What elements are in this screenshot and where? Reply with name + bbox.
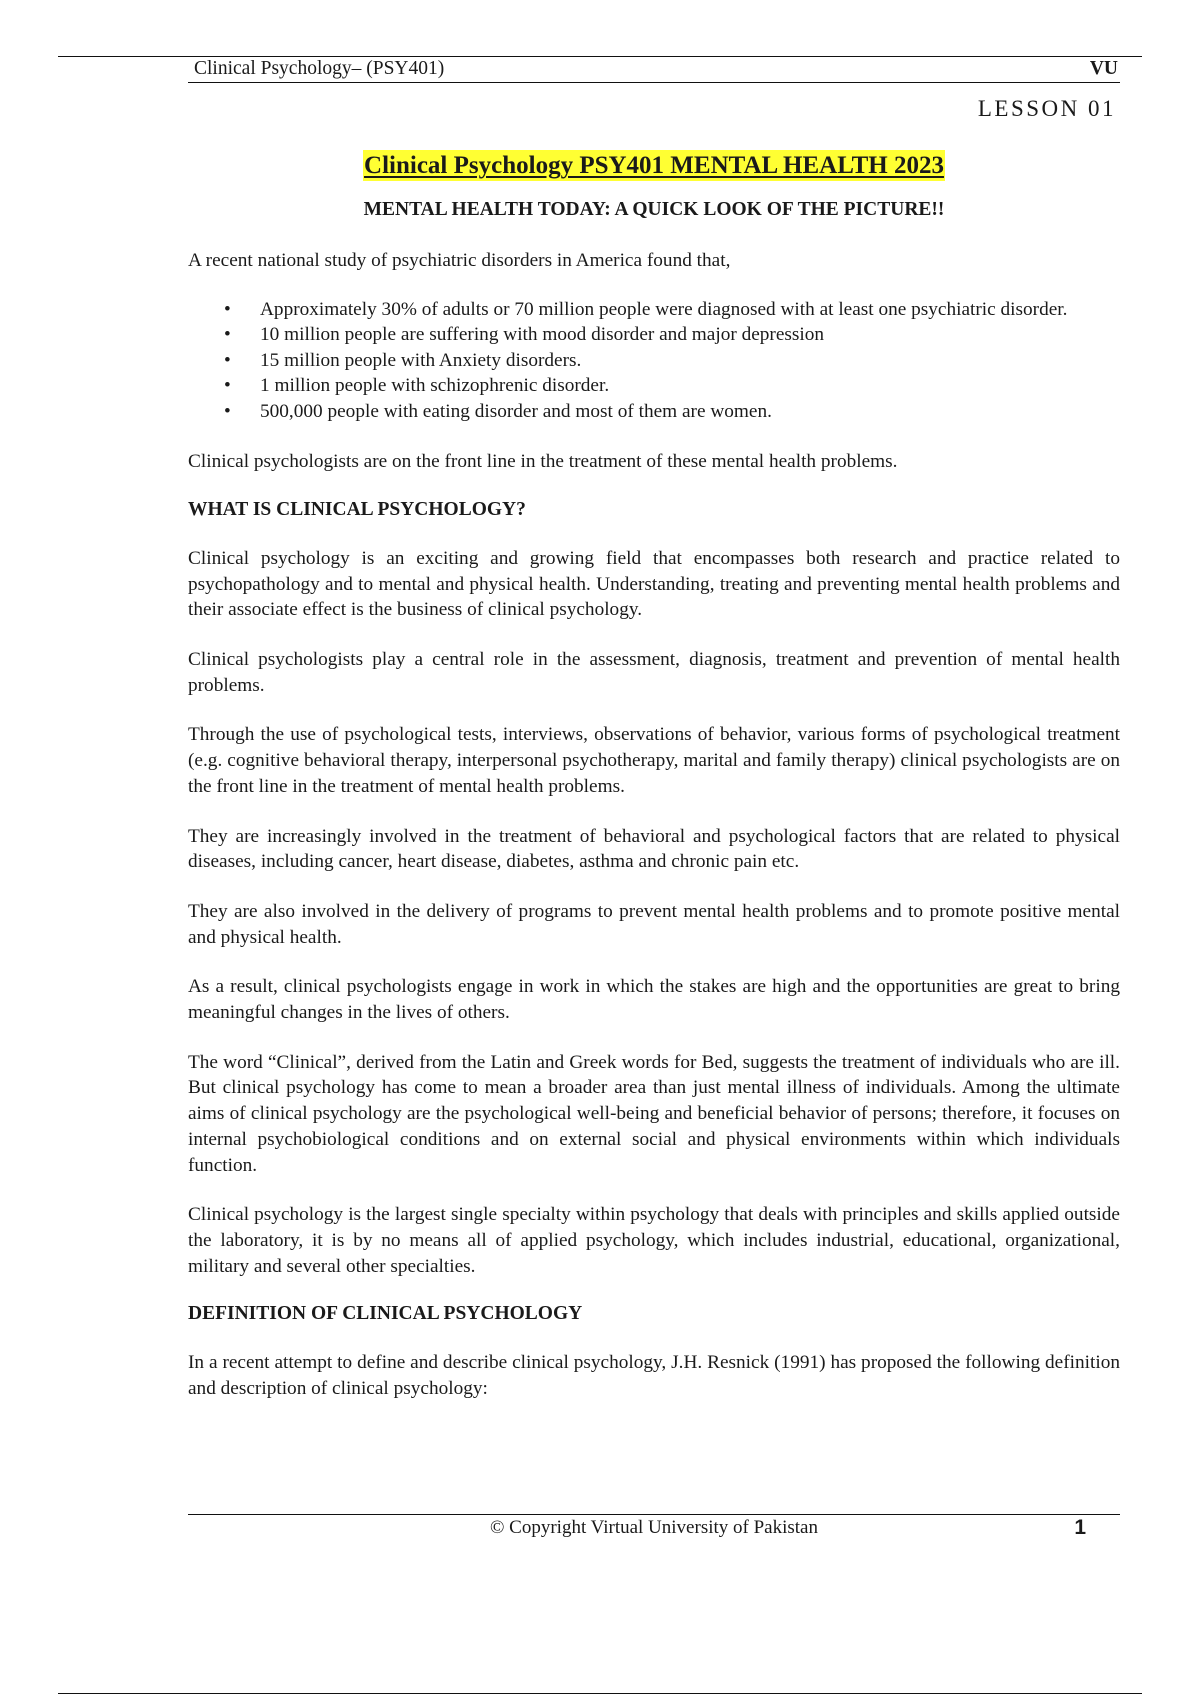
intro-paragraph: A recent national study of psychiatric disorders in America found that, — [188, 250, 731, 271]
section-heading-what-is: WHAT IS CLINICAL PSYCHOLOGY? — [188, 498, 526, 520]
document-title: Clinical Psychology PSY401 MENTAL HEALTH 2023 — [364, 152, 944, 179]
document-subtitle: MENTAL HEALTH TODAY: A QUICK LOOK OF THE PICTURE!! — [363, 199, 945, 220]
section-heading-definition: DEFINITION OF CLINICAL PSYCHOLOGY — [188, 1303, 583, 1325]
paragraph: Through the use of psychological tests, interviews, observations of behavior, various forms of psychological treatment (e.g. cognitive behavioral therapy, interpersonal psychotherapy, marital and family therapy) clinical psychologists are on the front line in the treatment of mental health problems. — [188, 724, 1120, 797]
lesson-number: LESSON 01 — [977, 96, 1116, 121]
paragraph: They are also involved in the delivery of programs to prevent mental health problems and to promote positive mental and physical health. — [188, 900, 1120, 948]
paragraph: Clinical psychologists are on the front line in the treatment of these mental health problems. — [188, 451, 898, 473]
stats-list — [188, 297, 1120, 425]
list-item: • Approximately 30% of adults or 70 million people were diagnosed with at least one psychiatric disorder. — [260, 297, 1120, 323]
list-item: • 10 million people are suffering with mood disorder and major depression — [260, 322, 1120, 348]
course-name: Clinical Psychology– (PSY401) — [194, 58, 445, 79]
bottom-rule — [58, 1693, 1142, 1694]
running-header — [188, 56, 1120, 83]
copyright-notice: © Copyright Virtual University of Pakistan — [489, 1517, 818, 1538]
paragraph: As a result, clinical psychologists engage in work in which the stakes are high and the opportunities are great to bring meaningful changes in the lives of others. — [188, 976, 1120, 1024]
institution-label: VU — [1089, 58, 1118, 79]
paragraph: They are increasingly involved in the treatment of behavioral and psychological factors that are related to physical diseases, including cancer, heart disease, diabetes, asthma and chronic pain etc. — [188, 825, 1120, 873]
paragraph: Clinical psychologists play a central role in the assessment, diagnosis, treatment and prevention of mental health problems. — [188, 649, 1120, 696]
list-item: • 1 million people with schizophrenic disorder. — [260, 373, 1120, 399]
title-wrapper — [188, 150, 1120, 181]
paragraph: Clinical psychology is an exciting and growing field that encompasses both research and practice related to psychopathology and to mental and physical health. Understanding, treating and preventing mental health problems and their associate effect is the business of clinical psychology. — [188, 547, 1120, 621]
paragraph: In a recent attempt to define and describe clinical psychology, J.H. Resnick (1991) has proposed the following definition and description of clinical psychology: — [188, 1352, 1120, 1400]
paragraph: Clinical psychology is the largest single specialty within psychology that deals with principles and skills applied outside the laboratory, it is by no means all of applied psychology, which includes industrial, educational, organizational, military and several other specialties. — [188, 1204, 1120, 1277]
page-number: 1 — [1074, 1516, 1086, 1539]
paragraph: The word “Clinical”, derived from the Latin and Greek words for Bed, suggests the treatment of individuals who are ill. But clinical psychology has come to mean a broader area than just mental illness of individuals. Among the ultimate aims of clinical psychology are the psychological well-being and beneficial behavior of persons; therefore, it focuses on internal psychobiological conditions and on external social and physical environments within which individuals function. — [188, 1051, 1120, 1176]
list-item: • 500,000 people with eating disorder and most of them are women. — [260, 399, 1120, 425]
document-page — [188, 56, 1120, 1402]
page-footer — [188, 1514, 1120, 1545]
list-item: • 15 million people with Anxiety disorders. — [260, 348, 1120, 374]
